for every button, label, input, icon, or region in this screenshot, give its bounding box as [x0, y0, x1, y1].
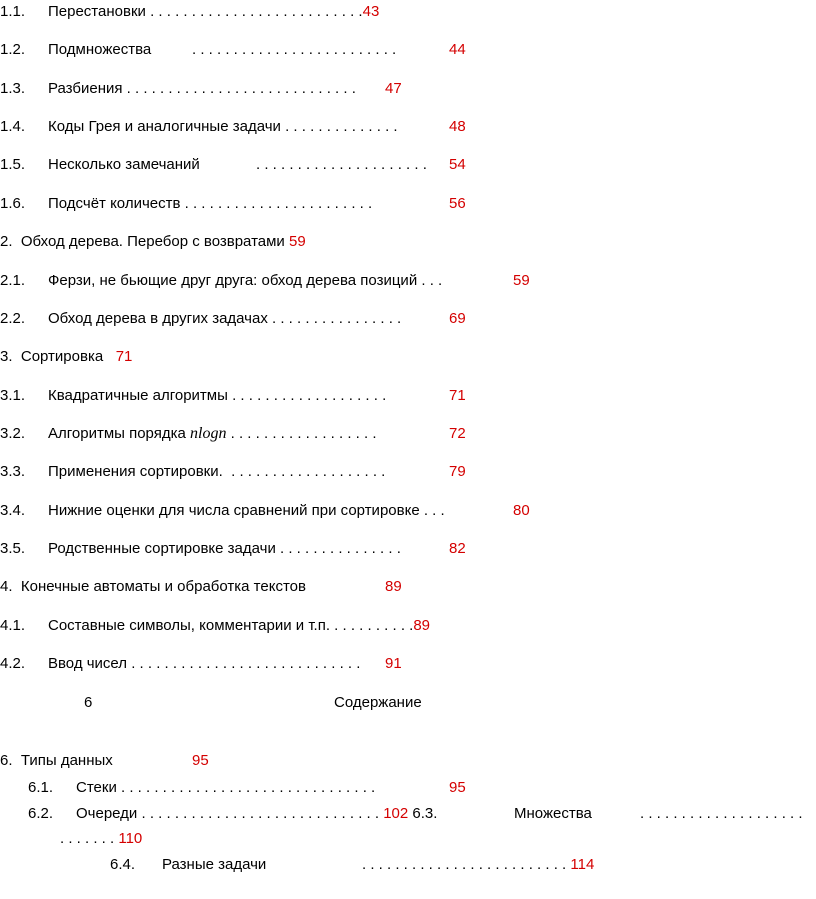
toc-entry-3-5-body	[48, 539, 401, 559]
toc-entry-1-2	[0, 40, 25, 60]
page-number: 80	[513, 502, 530, 519]
entry-number: 2.2.	[0, 310, 26, 327]
page-number: 59	[288, 233, 306, 250]
math-n: n	[190, 425, 199, 442]
toc-entry-3-2-body	[48, 424, 377, 444]
page-number: 95	[449, 779, 466, 796]
chapter-number: 2.	[0, 233, 13, 250]
toc-entry-3-3-body	[48, 462, 385, 482]
entry-number: 3.1.	[0, 387, 26, 404]
toc-entry-4-2-body	[48, 654, 360, 674]
leader-dots: . . . . . . . . . . . . . . . . . . . . . . . . . . . .	[126, 80, 356, 97]
page-number: 102	[383, 805, 409, 822]
page-number: 71	[449, 387, 466, 404]
toc-entry-1-1	[0, 2, 25, 22]
toc-entry-1-6-body	[48, 194, 372, 214]
toc-entry-1-4-body	[48, 117, 398, 137]
page-number: 43	[362, 3, 380, 20]
chapter-title: Типы данных	[20, 752, 113, 769]
toc-entry-3-1-body	[48, 386, 386, 406]
chapter-title: Обход дерева. Перебор с возвратами	[20, 233, 285, 250]
leader-dots: . . . . . . . . . . . . . . . . . .	[230, 425, 377, 442]
entry-title: Множества	[514, 805, 592, 822]
page-number: 71	[115, 348, 133, 365]
toc-entry-2-1-body	[48, 271, 442, 291]
toc-entry-6-1	[28, 778, 53, 798]
toc-entry-3-4-body	[48, 501, 445, 521]
leader-dots: . . . . . . . . . . . . . . .	[280, 540, 401, 557]
toc-entry-6-2-body	[76, 804, 437, 824]
leader-dots: . . . . . . . . . . . . . . . . . . . . . . . . . . . . .	[141, 805, 380, 822]
entry-number: 1.3.	[0, 80, 26, 97]
entry-number: 4.2.	[0, 655, 26, 672]
leader-dots: . . . . . . . . . . . . . . . . . . .	[232, 387, 387, 404]
entry-number: 3.5.	[0, 540, 26, 557]
page-number: 114	[570, 856, 595, 873]
entry-title: Разбиения	[48, 80, 123, 97]
page-number: 59	[513, 272, 530, 289]
entry-number: 6.4.	[110, 856, 136, 873]
page-number: 91	[385, 655, 402, 672]
chapter-title: Конечные автоматы и обработка текстов	[20, 578, 306, 595]
leader-dots: . . . . . . . . . . . . . . . . . . . .	[640, 805, 803, 822]
page-number: 79	[449, 463, 466, 480]
leader-dots: . . . . . . .	[60, 830, 115, 847]
toc-entry-3-3	[0, 462, 25, 482]
entry-title: Ферзи, не бьющие друг друга: обход дерева позиций	[48, 272, 418, 289]
entry-title: Стеки	[76, 779, 117, 796]
entry-number: 2.1.	[0, 272, 26, 289]
running-title: Содержание	[334, 694, 422, 711]
toc-entry-4-1	[0, 616, 25, 636]
entry-title: Применения сортировки.	[48, 463, 223, 480]
entry-title: Подмножества	[48, 41, 152, 58]
entry-number: 6.1.	[28, 779, 54, 796]
math-logn: logn	[198, 425, 227, 442]
entry-number: 1.5.	[0, 156, 26, 173]
toc-entry-1-3	[0, 79, 25, 99]
toc-entry-6-2	[28, 804, 53, 824]
page-number: 44	[449, 41, 466, 58]
entry-number: 1.2.	[0, 41, 26, 58]
toc-entry-4-1-body	[48, 616, 430, 636]
toc-entry-1-3-body	[48, 79, 356, 99]
entry-number: 3.2.	[0, 425, 26, 442]
toc-chapter-3	[0, 347, 132, 367]
toc-entry-6-4	[110, 855, 135, 875]
entry-title: Родственные сортировке задачи	[48, 540, 276, 557]
page-number: 69	[449, 310, 466, 327]
entry-number: 1.4.	[0, 118, 26, 135]
leader-dots: . . . . . . . . . . . . . . . .	[272, 310, 402, 327]
page-number: 72	[449, 425, 466, 442]
toc-entry-6-1-body	[76, 778, 375, 798]
toc-entry-6-4-tail	[362, 855, 594, 875]
page-number: 56	[449, 195, 466, 212]
entry-number: 6.2.	[28, 805, 54, 822]
toc-entry-4-2	[0, 654, 25, 674]
toc-entry-6-3-cont	[60, 829, 142, 849]
entry-title: Нижние оценки для числа сравнений при сортировке	[48, 502, 420, 519]
toc-entry-3-5	[0, 539, 25, 559]
chapter-number: 3.	[0, 348, 13, 365]
toc-entry-1-1-body	[48, 2, 379, 22]
toc-entry-1-6	[0, 194, 25, 214]
page-number: 89	[413, 617, 431, 634]
leader-dots: . . . . . . . . . . . . . . . . . . . . . . . . . . . . . . .	[121, 779, 376, 796]
page-number: 82	[449, 540, 466, 557]
toc-entry-1-4	[0, 117, 25, 137]
toc-entry-2-2	[0, 309, 25, 329]
toc-entry-1-5	[0, 155, 25, 175]
leader-dots: . . . . . . . . . . . . . . . . . . . . . . . . .	[362, 856, 567, 873]
toc-chapter-4	[0, 577, 306, 597]
entry-title: Перестановки	[48, 3, 146, 20]
entry-title: Очереди	[76, 805, 138, 822]
page-number: 110	[118, 830, 143, 847]
entry-title: Составные символы, комментарии и т.п.	[48, 617, 330, 634]
leader-dots: . . . . . . . . . . . . . .	[285, 118, 398, 135]
toc-entry-2-2-body	[48, 309, 401, 329]
leader-dots: . . .	[423, 502, 445, 519]
chapter-title: Сортировка	[20, 348, 104, 365]
leader-dots: . . . . . . . . . . . . . . . . . . . . . . .	[184, 195, 373, 212]
entry-number: 3.3.	[0, 463, 26, 480]
entry-title: Ввод чисел	[48, 655, 128, 672]
toc-entry-2-1	[0, 271, 25, 291]
toc-chapter-6	[0, 751, 113, 771]
toc-chapter-2	[0, 232, 306, 252]
entry-number: 3.4.	[0, 502, 26, 519]
chapter-number: 4.	[0, 578, 13, 595]
toc-entry-3-4	[0, 501, 25, 521]
page-number: 89	[385, 578, 402, 595]
leader-dots: . . . . . . . . . . . . . . . . . . .	[231, 463, 386, 480]
entry-title: Разные задачи	[162, 856, 267, 873]
page-number: 48	[449, 118, 466, 135]
chapter-number: 6.	[0, 752, 13, 769]
entry-title: Алгоритмы порядка	[48, 425, 186, 442]
toc-entry-3-2	[0, 424, 25, 444]
entry-number: 6.3.	[412, 805, 438, 822]
page-number: 47	[385, 80, 402, 97]
page-number: 54	[449, 156, 466, 173]
leader-dots: . . . . . . . . . . . . . . . . . . . . .	[256, 156, 427, 173]
entry-title: Коды Грея и аналогичные задачи	[48, 118, 281, 135]
leader-dots: . . . . . . . . . . . . . . . . . . . . . . . . . .	[150, 3, 363, 20]
running-page-number: 6	[84, 694, 93, 711]
toc-entry-3-1	[0, 386, 25, 406]
entry-title: Несколько замечаний	[48, 156, 200, 173]
page-number: 95	[192, 752, 209, 769]
entry-title: Подсчёт количеств	[48, 195, 181, 212]
entry-title: Обход дерева в других задачах	[48, 310, 268, 327]
entry-number: 4.1.	[0, 617, 26, 634]
leader-dots: . . . . . . . . . .	[334, 617, 414, 634]
entry-number: 1.6.	[0, 195, 26, 212]
leader-dots: . . .	[421, 272, 443, 289]
entry-number: 1.1.	[0, 3, 26, 20]
leader-dots: . . . . . . . . . . . . . . . . . . . . . . . . .	[192, 41, 397, 58]
leader-dots: . . . . . . . . . . . . . . . . . . . . . . . . . . . .	[131, 655, 361, 672]
entry-title: Квадратичные алгоритмы	[48, 387, 228, 404]
